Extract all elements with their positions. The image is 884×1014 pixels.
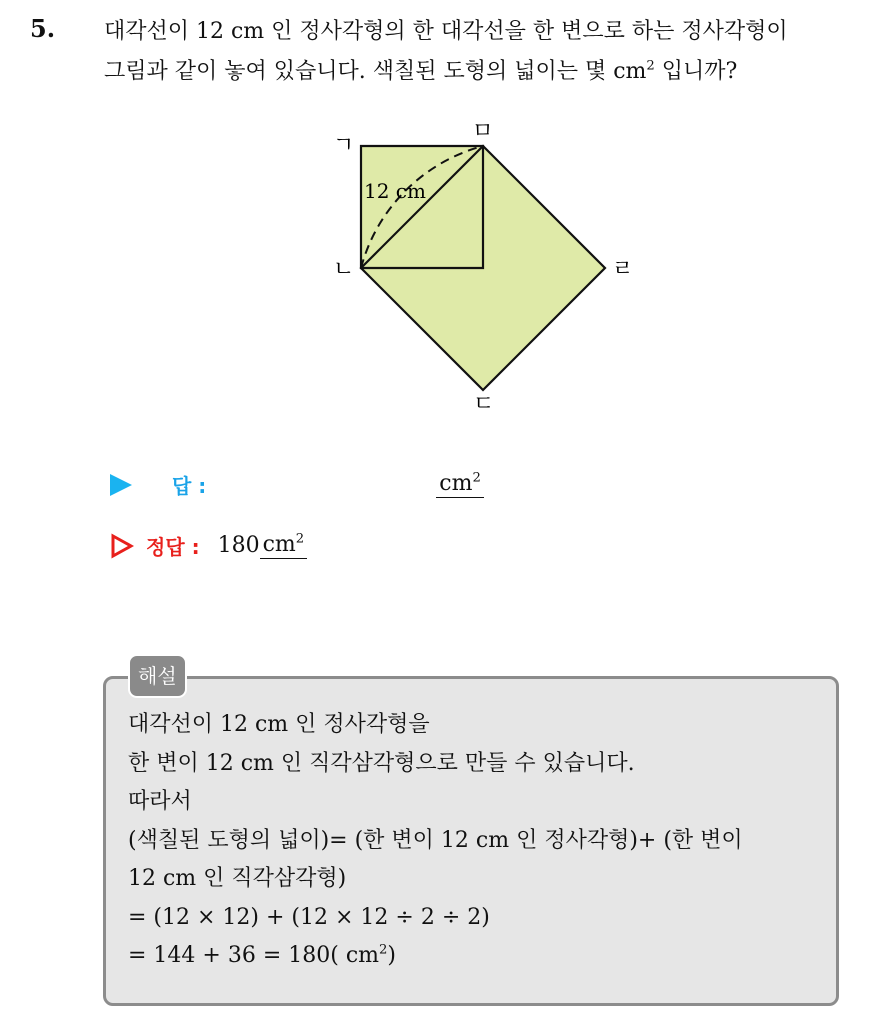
vertex-label-mieum: ㅁ bbox=[472, 119, 494, 144]
explanation-body bbox=[128, 706, 743, 976]
explanation-tab: 해설 bbox=[128, 654, 187, 698]
answer-unit bbox=[436, 471, 484, 498]
explanation-line-7-sup: 2 bbox=[379, 942, 388, 958]
explanation-line-1: 대각선이 12 cm 인 정사각형을 bbox=[128, 712, 430, 737]
explanation-line-7 bbox=[128, 937, 743, 976]
answer-row bbox=[110, 470, 484, 499]
answer-label: 답 : bbox=[172, 474, 207, 498]
question-line-1: 대각선이 12 cm 인 정사각형의 한 대각선을 한 변으로 하는 정사각형이 bbox=[104, 19, 788, 44]
vertex-label-rieul: ㄹ bbox=[612, 257, 634, 282]
answer-unit-text: cm bbox=[439, 471, 473, 496]
question-number: 5. bbox=[30, 14, 56, 43]
correct-answer-unit-sup: 2 bbox=[295, 531, 305, 547]
explanation-line-4: (색칠된 도형의 넓이)= (한 변이 12 cm 인 정사각형)+ (한 변이 bbox=[128, 827, 743, 853]
correct-answer-value: 180 bbox=[217, 533, 260, 558]
vertex-label-nieun: ㄴ bbox=[333, 257, 355, 282]
geometry-figure bbox=[0, 0, 884, 440]
question-line-2-post: 입니까? bbox=[654, 59, 738, 84]
answer-marker-icon bbox=[110, 474, 132, 496]
question-line-2-pre: 그림과 같이 놓여 있습니다. 색칠된 도형의 넓이는 몇 cm bbox=[104, 59, 647, 84]
correct-answer-unit-text: cm bbox=[262, 532, 296, 557]
diagonal-length-label: 12 cm bbox=[364, 179, 426, 203]
explanation-line-6: = (12 × 12) + (12 × 12 ÷ 2 ÷ 2) bbox=[128, 904, 490, 930]
answer-unit-sup: 2 bbox=[472, 470, 481, 486]
vertex-label-digeut: ㄷ bbox=[473, 392, 495, 417]
correct-answer-row bbox=[110, 531, 307, 560]
explanation-line-5: 12 cm 인 직각삼각형) bbox=[128, 866, 347, 891]
explanation-line-2: 한 변이 12 cm 인 직각삼각형으로 만들 수 있습니다. bbox=[128, 750, 635, 776]
question-line-2-sup: 2 bbox=[646, 58, 655, 74]
correct-answer-label: 정답 : bbox=[146, 535, 200, 559]
correct-answer-unit bbox=[260, 532, 308, 559]
explanation-line-7-pre: = 144 + 36 = 180( cm bbox=[128, 943, 380, 968]
explanation-line-7-post: ) bbox=[387, 943, 396, 968]
explanation-line-3: 따라서 bbox=[128, 789, 192, 814]
vertex-label-giyeok: ㄱ bbox=[333, 133, 355, 158]
correct-marker-icon bbox=[110, 533, 134, 559]
